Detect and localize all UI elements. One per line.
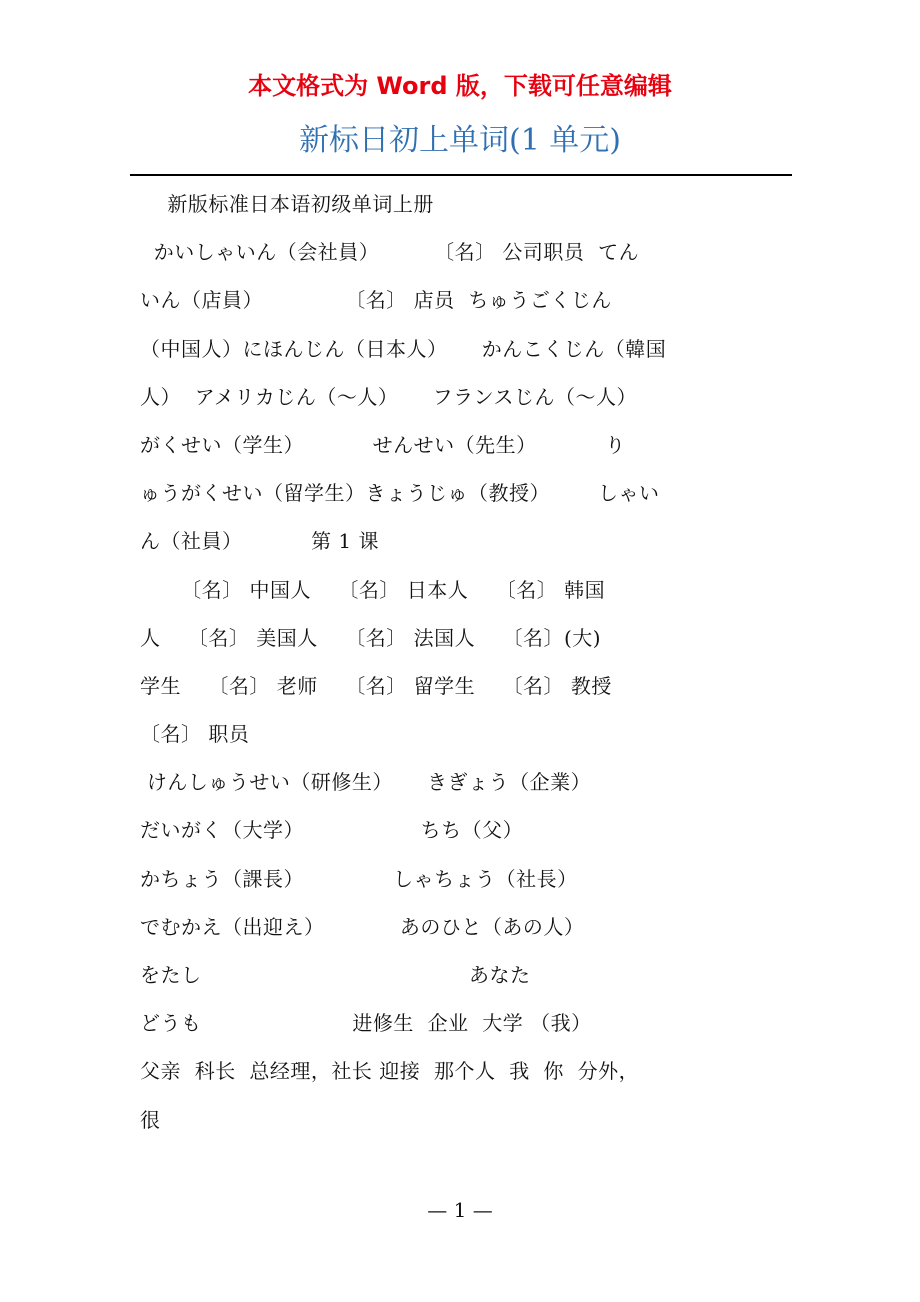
body-line: 父亲 科长 总经理，社长 迎接 那个人 我 你 分外， — [140, 1059, 640, 1084]
body-line: 人） アメリカじん（～人） フランスじん（～人） — [140, 384, 638, 409]
body-line: どうも 进修生 企业 大学 （我） — [140, 1011, 592, 1036]
page-number: — 1 — — [427, 1198, 493, 1222]
document-title: 新标日初上单词(1 单元) — [298, 123, 622, 158]
title-divider — [130, 174, 792, 176]
body-line: 人 〔名〕 美国人 〔名〕 法国人 〔名〕(大) — [140, 625, 602, 650]
body-line: 新版标准日本语初级单词上册 — [140, 192, 434, 216]
body-line: でむかえ（出迎え） あのひと（あの人） — [140, 914, 585, 939]
word-format-notice: 本文格式为 Word 版，下载可任意编辑 — [248, 72, 672, 100]
body-line: 很 — [140, 1107, 161, 1132]
body-line: （中国人）にほんじん（日本人） かんこくじん（韓国 — [140, 336, 667, 361]
body-line: けんしゅうせい（研修生） きぎょう（企業） — [140, 770, 592, 795]
body-line: がくせい（学生） せんせい（先生） り — [140, 432, 626, 457]
body-line: かちょう（課長） しゃちょう（社長） — [140, 866, 578, 891]
body-line: いん（店員） 〔名〕 店员 ちゅうごくじん — [140, 288, 612, 313]
body-line: だいがく（大学） ちち（父） — [140, 818, 524, 843]
body-line: 学生 〔名〕 老师 〔名〕 留学生 〔名〕 教授 — [140, 673, 612, 698]
body-line: ん（社員） 第 1 课 — [140, 529, 380, 554]
body-line: 〔名〕 职员 — [140, 722, 250, 747]
document-body — [140, 180, 792, 1144]
body-line: 〔名〕 中国人 〔名〕 日本人 〔名〕 韩国 — [140, 577, 606, 602]
body-line: かいしゃいん（会社員） 〔名〕 公司职员 てん — [140, 240, 640, 265]
body-line: ゅうがくせい（留学生）きょうじゅ（教授） しゃい — [140, 481, 660, 506]
body-line: をたし あなた — [140, 963, 531, 987]
